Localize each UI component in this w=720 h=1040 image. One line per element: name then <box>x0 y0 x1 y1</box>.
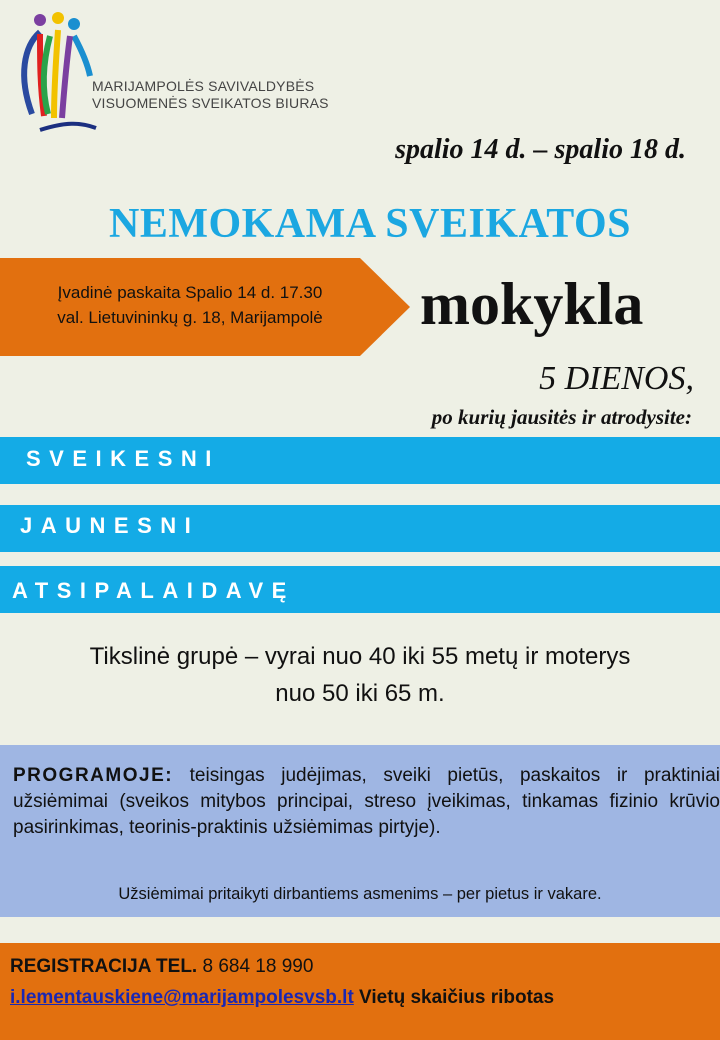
benefit-band-3 <box>0 566 720 613</box>
program-text: teisingas judėjimas, sveiki pietūs, paskaitos ir praktiniai užsiėmimai (sveikos mitybos principai, streso įveikimas, tinkamas fizinio krūvio pasirinkimas, teorinis-praktinis užsiėmimas pirtyje). <box>13 765 720 838</box>
registration-email-line <box>10 987 554 1009</box>
benefit-label: JAUNESNI <box>20 513 200 538</box>
benefit-band-2 <box>0 505 720 552</box>
program-note: Užsiėmimai pritaikyti dirbantiems asmenims – per pietus ir vakare. <box>118 885 602 903</box>
organization-name <box>92 78 329 112</box>
benefit-label: ATSIPALAIDAVĘ <box>12 578 295 603</box>
registration-label: REGISTRACIJA TEL. <box>10 956 198 977</box>
headline-school: mokykla <box>420 271 644 337</box>
headline: NEMOKAMA SVEIKATOS <box>108 201 632 247</box>
org-line-2: VISUOMENĖS SVEIKATOS BIURAS <box>92 95 329 111</box>
target-line-2: nuo 50 iki 65 m. <box>275 680 445 707</box>
target-line-1: Tikslinė grupė – vyrai nuo 40 iki 55 metų ir moterys <box>89 643 631 670</box>
registration-limit: Vietų skaičius ribotas <box>353 987 555 1008</box>
intro-lecture <box>10 280 370 330</box>
benefit-band-1 <box>0 437 720 484</box>
registration-email-link[interactable]: i.lementauskiene@marijampolesvsb.lt <box>10 987 354 1008</box>
benefit-intro: po kurių jausitės ir atrodysite: <box>431 405 692 429</box>
program-label: PROGRAMOJE: <box>13 765 174 786</box>
program-description <box>13 763 720 841</box>
logo-figures-icon <box>10 6 100 136</box>
intro-line-2: val. Lietuvininkų g. 18, Marijampolė <box>57 308 323 327</box>
benefit-label: SVEIKESNI <box>26 446 220 471</box>
duration: 5 DIENOS, <box>539 360 694 397</box>
target-group <box>0 638 720 712</box>
registration-phone-line <box>10 956 313 978</box>
registration-phone: 8 684 18 990 <box>197 956 314 977</box>
intro-line-1: Įvadinė paskaita Spalio 14 d. 17.30 <box>57 283 323 302</box>
org-line-1: MARIJAMPOLĖS SAVIVALDYBĖS <box>92 78 315 94</box>
event-dates: spalio 14 d. – spalio 18 d. <box>395 134 686 165</box>
